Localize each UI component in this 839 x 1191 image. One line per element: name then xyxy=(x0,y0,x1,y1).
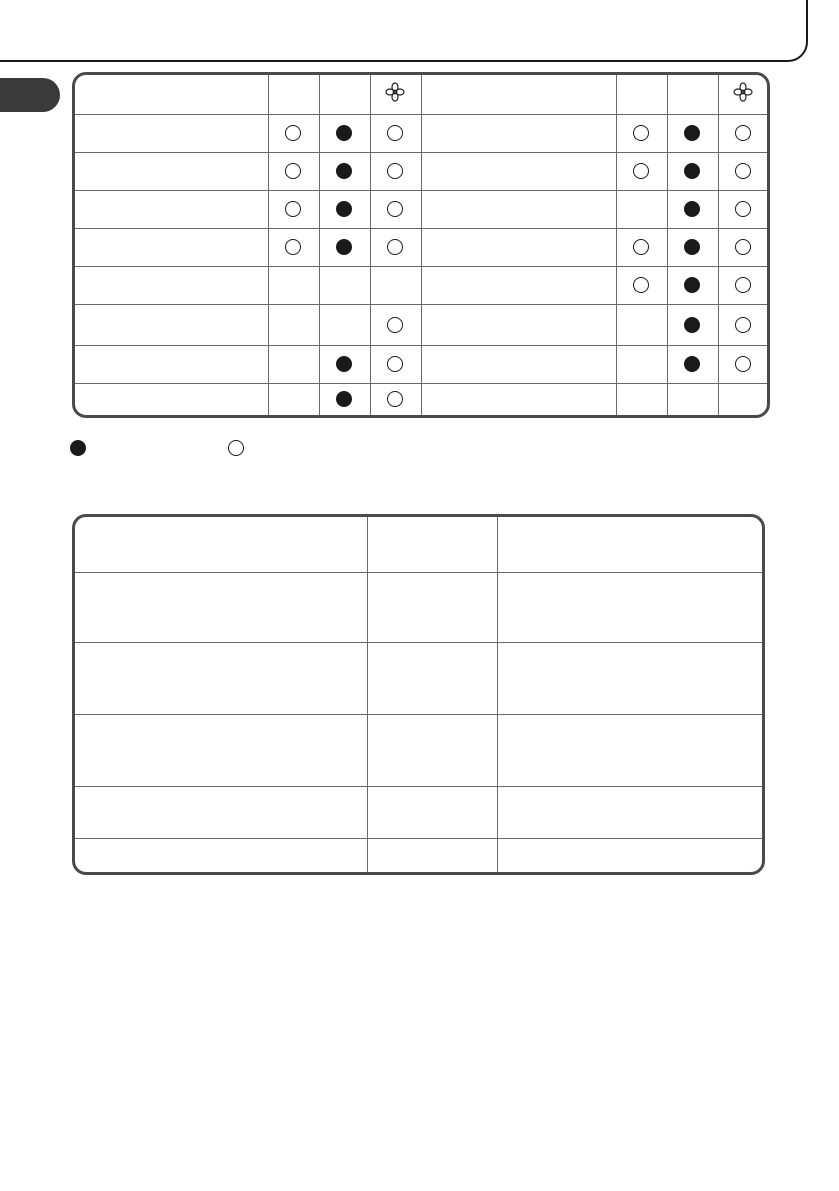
row-divider xyxy=(75,642,762,643)
column-divider xyxy=(667,75,668,415)
empty-dot xyxy=(633,125,649,141)
section-tab xyxy=(0,78,60,112)
row-divider xyxy=(75,572,762,573)
filled-dot xyxy=(336,356,352,372)
filled-dot xyxy=(684,201,700,217)
row-divider xyxy=(75,838,762,839)
info-table xyxy=(72,514,765,875)
row-divider xyxy=(75,304,767,305)
column-divider xyxy=(319,75,320,415)
fan-icon xyxy=(385,82,405,102)
empty-dot xyxy=(285,239,301,255)
row-divider xyxy=(75,786,762,787)
column-divider xyxy=(421,75,422,415)
fan-icon xyxy=(733,82,753,102)
column-divider xyxy=(367,517,368,872)
filled-dot xyxy=(684,125,700,141)
empty-dot xyxy=(735,277,751,293)
column-divider xyxy=(370,75,371,415)
filled-dot xyxy=(336,391,352,407)
empty-dot xyxy=(387,356,403,372)
empty-dot xyxy=(735,125,751,141)
empty-dot xyxy=(387,163,403,179)
empty-dot xyxy=(387,239,403,255)
empty-dot xyxy=(633,239,649,255)
row-divider xyxy=(75,714,762,715)
empty-dot xyxy=(285,201,301,217)
empty-dot xyxy=(285,163,301,179)
empty-dot xyxy=(735,356,751,372)
empty-dot xyxy=(387,201,403,217)
empty-dot xyxy=(387,391,403,407)
filled-dot xyxy=(336,239,352,255)
empty-dot xyxy=(285,125,301,141)
legend-empty-dot xyxy=(228,440,244,456)
filled-dot xyxy=(684,163,700,179)
column-divider xyxy=(497,517,498,872)
filled-dot xyxy=(336,125,352,141)
row-divider xyxy=(75,345,767,346)
column-divider xyxy=(718,75,719,415)
empty-dot xyxy=(735,317,751,333)
filled-dot xyxy=(684,277,700,293)
row-divider xyxy=(75,190,767,191)
filled-dot xyxy=(684,356,700,372)
empty-dot xyxy=(633,277,649,293)
filled-dot xyxy=(336,163,352,179)
row-divider xyxy=(75,266,767,267)
empty-dot xyxy=(735,163,751,179)
empty-dot xyxy=(735,239,751,255)
row-divider xyxy=(75,383,767,384)
empty-dot xyxy=(633,163,649,179)
empty-dot xyxy=(735,201,751,217)
filled-dot xyxy=(684,317,700,333)
filled-dot xyxy=(684,239,700,255)
filled-dot xyxy=(336,201,352,217)
empty-dot xyxy=(387,125,403,141)
page-corner-line xyxy=(0,0,808,62)
column-divider xyxy=(616,75,617,415)
column-divider xyxy=(268,75,269,415)
row-divider xyxy=(75,228,767,229)
empty-dot xyxy=(387,317,403,333)
row-divider xyxy=(75,114,767,115)
compatibility-table xyxy=(72,72,770,418)
legend-filled-dot xyxy=(70,440,86,456)
row-divider xyxy=(75,152,767,153)
